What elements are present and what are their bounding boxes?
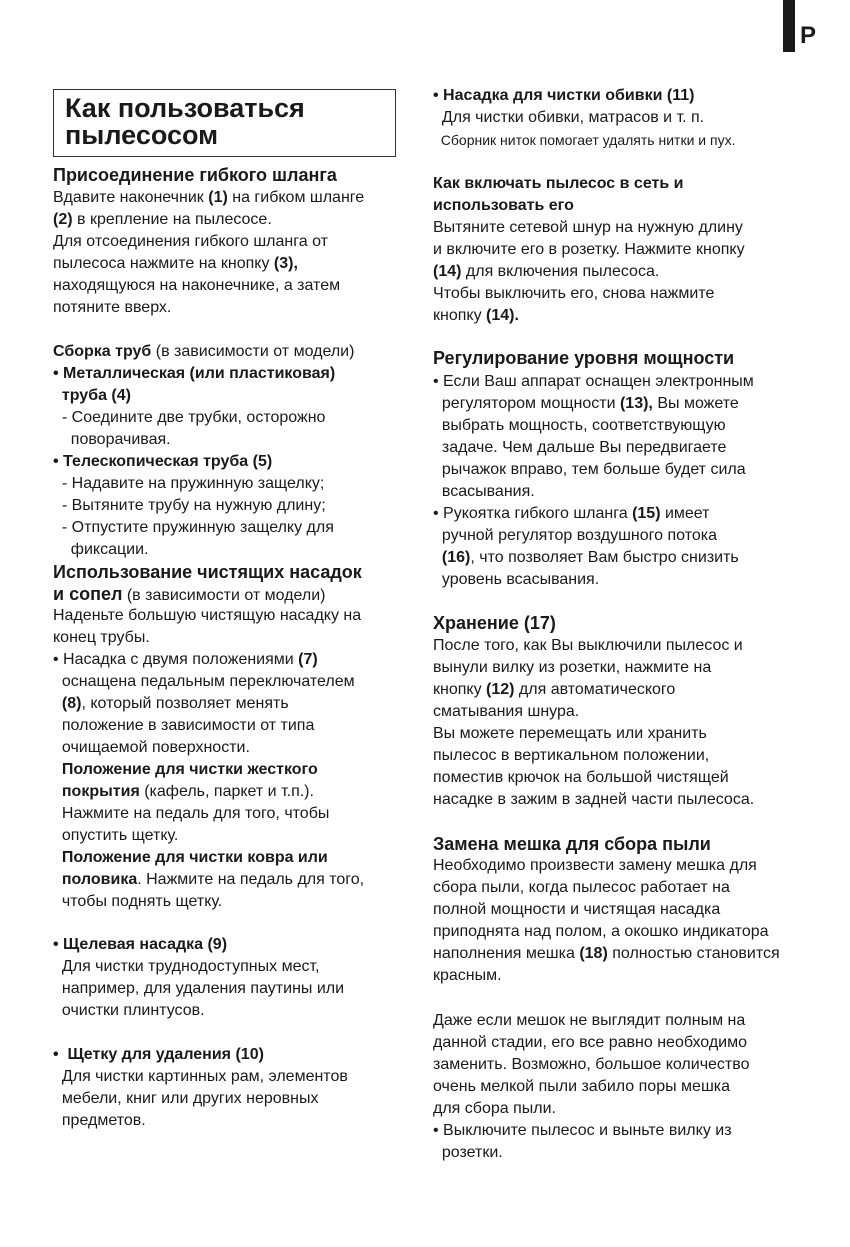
text-run: для автоматического [514,681,676,698]
right-line [433,372,754,392]
bold-run: труба (4) [53,387,131,404]
text-run: (в зависимости от модели) [122,587,326,604]
bold-run: (3), [273,255,298,272]
right-line [433,460,746,480]
text-run: на гибком шланге [227,189,365,206]
left-line [53,848,328,868]
text-run: очищаемой поверхности. [53,739,250,756]
text-run: кнопку [433,681,487,698]
left-line [53,1001,205,1021]
text-run: в крепление на пылесосе. [72,211,272,228]
right-line [433,768,729,788]
bold-run: (12) [486,681,515,698]
text-run: данной стадии, его все равно необходимо [433,1034,748,1051]
bold-run: (8) [61,695,82,712]
bold-run: (1) [208,189,228,206]
text-run: очень мелкой пыли забило поры мешка [433,1078,731,1095]
right-line [433,966,502,986]
text-run: наполнения мешка [433,945,580,962]
bold-run: (7) [298,651,318,668]
text-run: ручной регулятор воздушного потока [433,527,717,544]
left-line [53,452,272,472]
text-run: например, для удаления паутины или [53,980,345,997]
left-line [53,165,337,185]
text-run: Нажмите на педаль для того, чтобы [53,805,330,822]
text-run: Для отсоединения гибкого шланга от [53,233,328,250]
left-line [53,518,334,538]
text-run: поместив крючок на большой чистящей [433,769,729,786]
left-line [53,276,340,296]
bold-run: половика [53,871,138,888]
bold-run: (15) [632,505,661,522]
text-run: заменить. Возможно, большое количество [433,1056,750,1073]
right-line [433,834,711,854]
right-line [433,636,743,656]
right-line [433,1143,503,1163]
text-run: чтобы поднять щетку. [53,893,223,910]
right-line [433,922,769,942]
left-line [53,386,131,406]
left-line [53,738,250,758]
right-line [433,790,754,810]
bold-run: Сборка труб [53,343,152,360]
text-run: розетки. [433,1144,503,1161]
right-line [433,504,710,524]
text-run: регулятором мощности [433,395,620,412]
bold-run: (13), [619,395,653,412]
left-line [53,562,362,582]
text-run: приподнята над полом, а окошко индикатора [433,923,769,940]
page-tab-bar [783,0,795,52]
left-line [53,694,289,714]
left-line [53,254,298,274]
text-run: фиксации. [53,541,149,558]
text-run: - Надавите на пружинную защелку; [53,475,325,492]
left-line [53,782,314,802]
text-run: уровень всасывания. [433,571,600,588]
text-run: • Выключите пылесос и выньте вилку из [433,1122,732,1139]
bold-run: покрытия [53,783,140,800]
text-run: пылесоса нажмите на кнопку [53,255,274,272]
left-line [53,716,314,736]
text-run [53,695,62,712]
text-run: предметов. [53,1112,146,1129]
text-run: потяните вверх. [53,299,172,316]
text-run: , что позволяет Вам быстро снизить [470,549,739,566]
text-run: задаче. Чем дальше Вы передвигаете [433,439,727,456]
text-run: вынули вилку из розетки, нажмите на [433,659,712,676]
text-run: - Вытяните трубу на нужную длину; [53,497,326,514]
text-run: конец трубы. [53,629,150,646]
bold-run: Как включать пылесос в сеть и [433,175,684,192]
right-line [433,108,704,128]
right-line [433,526,717,546]
text-run: опустить щетку. [53,827,179,844]
bold-run: Хранение (17) [433,613,556,633]
right-line [433,1011,745,1031]
text-run: (кафель, паркет и т.п.). [139,783,314,800]
left-line [53,474,324,494]
right-line [433,262,659,282]
bold-run: Положение для чистки ковра или [53,849,328,866]
bold-run: • Насадка для чистки обивки (11) [433,87,695,104]
right-line [433,348,734,368]
bold-run: использовать его [433,197,574,214]
text-run: полной мощности и чистящая насадка [433,901,721,918]
left-line [53,804,329,824]
text-run: и включите его в розетку. Нажмите кнопку [433,241,745,258]
text-run: положение в зависимости от типа [53,717,315,734]
bold-run: (18) [579,945,608,962]
right-line [433,130,735,150]
right-line [433,613,556,633]
right-line [433,416,726,436]
left-line [53,957,319,977]
right-line [433,284,714,304]
text-run: для включения пылесоса. [461,263,660,280]
right-line [433,746,709,766]
left-line [53,870,364,890]
text-run: Вытяните сетевой шнур на нужную длину [433,219,743,236]
text-run: Чтобы выключить его, снова нажмите [433,285,715,302]
text-run: - Отпустите пружинную защелку для [53,519,334,536]
bold-run: Замена мешка для сбора пыли [433,834,711,854]
title-line: Как пользоваться [65,93,305,123]
left-line [53,650,318,670]
text-run: для сбора пыли. [433,1100,556,1117]
text-run: Для чистки труднодоступных мест, [53,958,320,975]
text-run: • Рукоятка гибкого шланга [433,505,633,522]
text-run: Сборник ниток помогает удалять нитки и пух. [433,132,736,148]
text-run: Даже если мешок не выглядит полным на [433,1012,746,1029]
title-box [53,89,396,157]
right-line [433,1099,556,1119]
right-line [433,724,707,744]
right-line [433,1033,747,1053]
left-line [53,826,178,846]
text-run: • Если Ваш аппарат оснащен электронным [433,373,754,390]
text-run: сматывания шнура. [433,703,580,720]
right-line [433,482,535,502]
left-line [53,232,328,252]
bold-run: • Телескопическая труба (5) [53,453,273,470]
bold-run: Использование чистящих насадок [53,562,362,582]
right-line [433,218,743,238]
right-line [433,680,675,700]
bold-run: (14). [486,307,519,324]
right-line [433,548,739,568]
left-line [53,430,171,450]
text-run: , который позволяет менять [81,695,289,712]
left-line [53,1045,264,1065]
title-line: пылесосом [65,120,219,150]
text-run: • Насадка с двумя положениями [53,651,299,668]
left-line [53,298,171,318]
left-line [53,1067,348,1087]
text-run: пылесос в вертикальном положении, [433,747,710,764]
text-run: Вы можете [652,395,739,412]
left-line [53,672,355,692]
text-run: Вы можете перемещать или хранить [433,725,707,742]
left-line [53,628,150,648]
bold-run: (2) [53,211,73,228]
left-line [53,496,326,516]
right-line [433,658,711,678]
bold-run: Регулирование уровня мощности [433,348,735,368]
text-run: находящуюся на наконечнике, а затем [53,277,341,294]
bold-run: • Щелевая насадка (9) [53,936,228,953]
bold-run: Присоединение гибкого шланга [53,165,337,185]
left-line [53,584,326,606]
left-line [53,606,361,626]
right-line [433,438,726,458]
text-run: рычажок вправо, тем больше будет сила [433,461,746,478]
right-line [433,1121,732,1141]
text-run: оснащена педальным переключателем [53,673,355,690]
left-line [53,892,222,912]
text-run: очистки плинтусов. [53,1002,205,1019]
text-run: мебели, книг или других неровных [53,1090,319,1107]
right-line [433,878,730,898]
text-run: полностью становится [607,945,780,962]
right-line [433,306,519,326]
text-run [433,549,442,566]
bold-run: • Щетку для удаления (10) [53,1046,264,1063]
left-line [53,342,354,362]
text-run: Для чистки картинных рам, элементов [53,1068,348,1085]
right-line [433,570,599,590]
left-line [53,188,364,208]
text-run: выбрать мощность, соответствующую [433,417,726,434]
page-title [65,95,305,149]
text-run: кнопку [433,307,487,324]
text-run: Наденьте большую чистящую насадку на [53,607,362,624]
right-line [433,196,574,216]
bold-run: Положение для чистки жесткого [53,761,318,778]
page-tab-letter: Р [800,22,817,49]
left-line [53,1111,146,1131]
left-line [53,364,335,384]
right-line [433,1055,749,1075]
right-line [433,900,720,920]
right-line [433,240,745,260]
text-run: поворачивая. [53,431,171,448]
right-line [433,702,579,722]
bold-run: • Металлическая (или пластиковая) [53,365,336,382]
text-run: насадке в зажим в задней части пылесоса. [433,791,755,808]
text-run: всасывания. [433,483,535,500]
text-run: Для чистки обивки, матрасов и т. п. [433,109,705,126]
right-line [433,944,780,964]
text-run: красным. [433,967,502,984]
left-line [53,760,318,780]
text-run: (в зависимости от модели) [151,343,355,360]
text-run: Необходимо произвести замену мешка для [433,857,757,874]
left-line [53,408,325,428]
text-run: После того, как Вы выключили пылесос и [433,637,743,654]
bold-run: (14) [433,263,462,280]
bold-run: и сопел [53,584,123,604]
right-line [433,856,757,876]
bold-run: (16) [441,549,471,566]
left-line [53,935,227,955]
left-line [53,979,344,999]
left-line [53,210,272,230]
right-line [433,1077,730,1097]
text-run: имеет [660,505,710,522]
text-run: Вдавите наконечник [53,189,209,206]
text-run: . Нажмите на педаль для того, [137,871,365,888]
right-line [433,394,739,414]
left-line [53,1089,318,1109]
right-line [433,174,683,194]
left-line [53,540,148,560]
text-run: сбора пыли, когда пылесос работает на [433,879,730,896]
right-line [433,86,694,106]
text-run: - Соедините две трубки, осторожно [53,409,326,426]
